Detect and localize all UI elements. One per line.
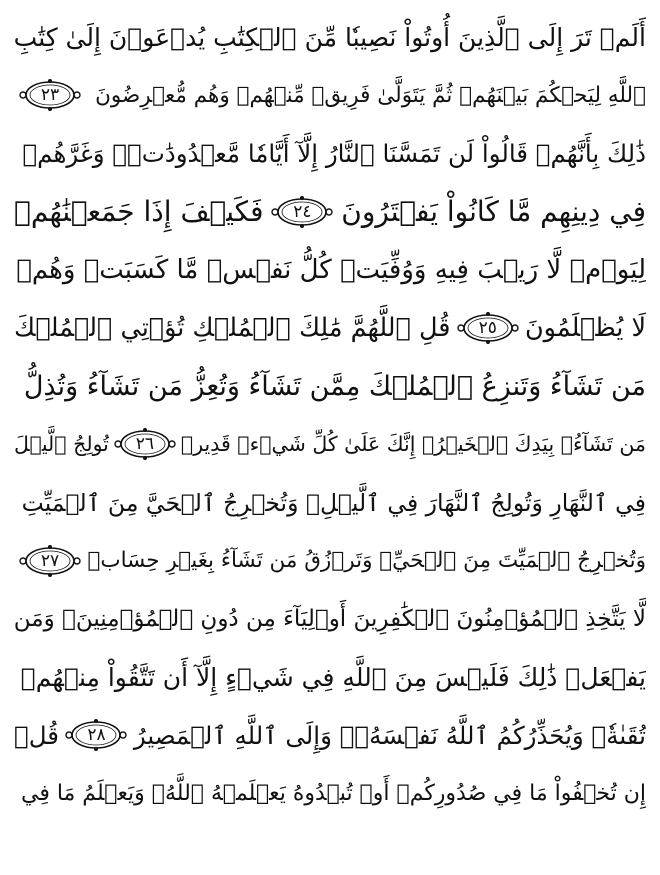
verse-text: ذَٰلِكَ بِأَنَّهُمۡ قَالُواْ لَن تَمَسَّنَا ٱلنَّارُ إِلَّآ أَيَّامٗا مَّعۡدُودَٰتٖۖ وَغَرَّهُمۡ (22, 138, 646, 168)
text-line (14, 590, 646, 648)
verse-text: ٱللَّهِ لِيَحۡكُمَ بَيۡنَهُمۡ ثُمَّ يَتَوَلَّىٰ فَرِيقٞ مِّنۡهُمۡ وَهُم مُّعۡرِضُونَ (95, 82, 646, 108)
ayah-end-marker (18, 78, 82, 112)
text-line (14, 66, 646, 124)
text-line (14, 183, 646, 241)
ayah-end-marker (113, 427, 177, 461)
verse-text: مَن تَشَآءُۖ بِيَدِكَ ٱلۡخَيۡرُۖ إِنَّكَ عَلَىٰ كُلِّ شَيۡءٖ قَدِيرٞ (180, 432, 646, 457)
text-line (14, 124, 646, 182)
text-line (14, 8, 646, 66)
text-line (14, 764, 646, 822)
verse-text: أَلَمۡ تَرَ إِلَى ٱلَّذِينَ أُوتُواْ نَصِيبٗا مِّنَ ٱلۡكِتَٰبِ يُدۡعَوۡنَ إِلَىٰ كِتَٰبِ (14, 22, 646, 52)
text-line (14, 357, 646, 415)
verse-text: تُولِجُ ٱلَّيۡلَ (14, 432, 109, 457)
ayah-end-marker (270, 195, 334, 229)
verse-text: مَن تَشَآءُ وَتَنزِعُ ٱلۡمُلۡكَ مِمَّن تَشَآءُ وَتُعِزُّ مَن تَشَآءُ وَتُذِلُّ (23, 370, 646, 402)
verse-text: فَكَيۡفَ إِذَا جَمَعۡنَٰهُمۡ (14, 195, 264, 229)
text-line (14, 415, 646, 473)
ayah-number: ٢٦ (135, 434, 155, 455)
ayah-number: ٢٨ (87, 725, 106, 746)
text-line (14, 648, 646, 706)
verse-text: يَفۡعَلۡ ذَٰلِكَ فَلَيۡسَ مِنَ ٱللَّهِ فِي شَيۡءٍ إِلَّآ أَن تَتَّقُواْ مِنۡهُمۡ (20, 662, 646, 692)
verse-text: لِيَوۡمٖ لَّا رَيۡبَ فِيهِ وَوُفِّيَتۡ كُلُّ نَفۡسٖ مَّا كَسَبَتۡ وَهُمۡ (16, 254, 646, 285)
ayah-end-marker (456, 311, 520, 345)
verse-text: قُلِ ٱللَّهُمَّ مَٰلِكَ ٱلۡمُلۡكِ تُؤۡتِي ٱلۡمُلۡكَ (14, 313, 451, 344)
ayah-number: ٢٣ (40, 85, 60, 106)
verse-text: لَا يُظۡلَمُونَ (524, 313, 646, 344)
ayah-end-marker (18, 544, 82, 578)
text-line (14, 706, 646, 764)
text-line (14, 299, 646, 357)
verse-text: لَّا يَتَّخِذِ ٱلۡمُؤۡمِنُونَ ٱلۡكَٰفِرِينَ أَوۡلِيَآءَ مِن دُونِ ٱلۡمُؤۡمِنِينَۖ وَمَن (14, 605, 646, 632)
verse-text: إِن تُخۡفُواْ مَا فِي صُدُورِكُمۡ أَوۡ تُبۡدُوهُ يَعۡلَمۡهُ ٱللَّهُۗ وَيَعۡلَمُ مَا فِي (20, 781, 646, 807)
verse-text: قُلۡ (14, 720, 59, 750)
text-line (14, 241, 646, 299)
ayah-number: ٢٧ (40, 550, 60, 571)
text-line (14, 474, 646, 532)
verse-text: فِي ٱلنَّهَارِ وَتُولِجُ ٱلنَّهَارَ فِي ٱلَّيۡلِۖ وَتُخۡرِجُ ٱلۡحَيَّ مِنَ ٱلۡمَيِّتِ (21, 488, 646, 517)
verse-text: تُقَىٰةٗۗ وَيُحَذِّرُكُمُ ٱللَّهُ نَفۡسَهُۥۗ وَإِلَى ٱللَّهِ ٱلۡمَصِيرُ (133, 720, 646, 750)
text-line (14, 532, 646, 590)
ayah-number: ٢٤ (293, 201, 312, 222)
verse-text: فِي دِينِهِم مَّا كَانُواْ يَفۡتَرُونَ (341, 195, 646, 229)
ayah-end-marker (64, 718, 128, 752)
ayah-number: ٢٥ (478, 318, 497, 339)
verse-text: وَتُخۡرِجُ ٱلۡمَيِّتَ مِنَ ٱلۡحَيِّۖ وَتَرۡزُقُ مَن تَشَآءُ بِغَيۡرِ حِسَابٖ (87, 548, 646, 574)
